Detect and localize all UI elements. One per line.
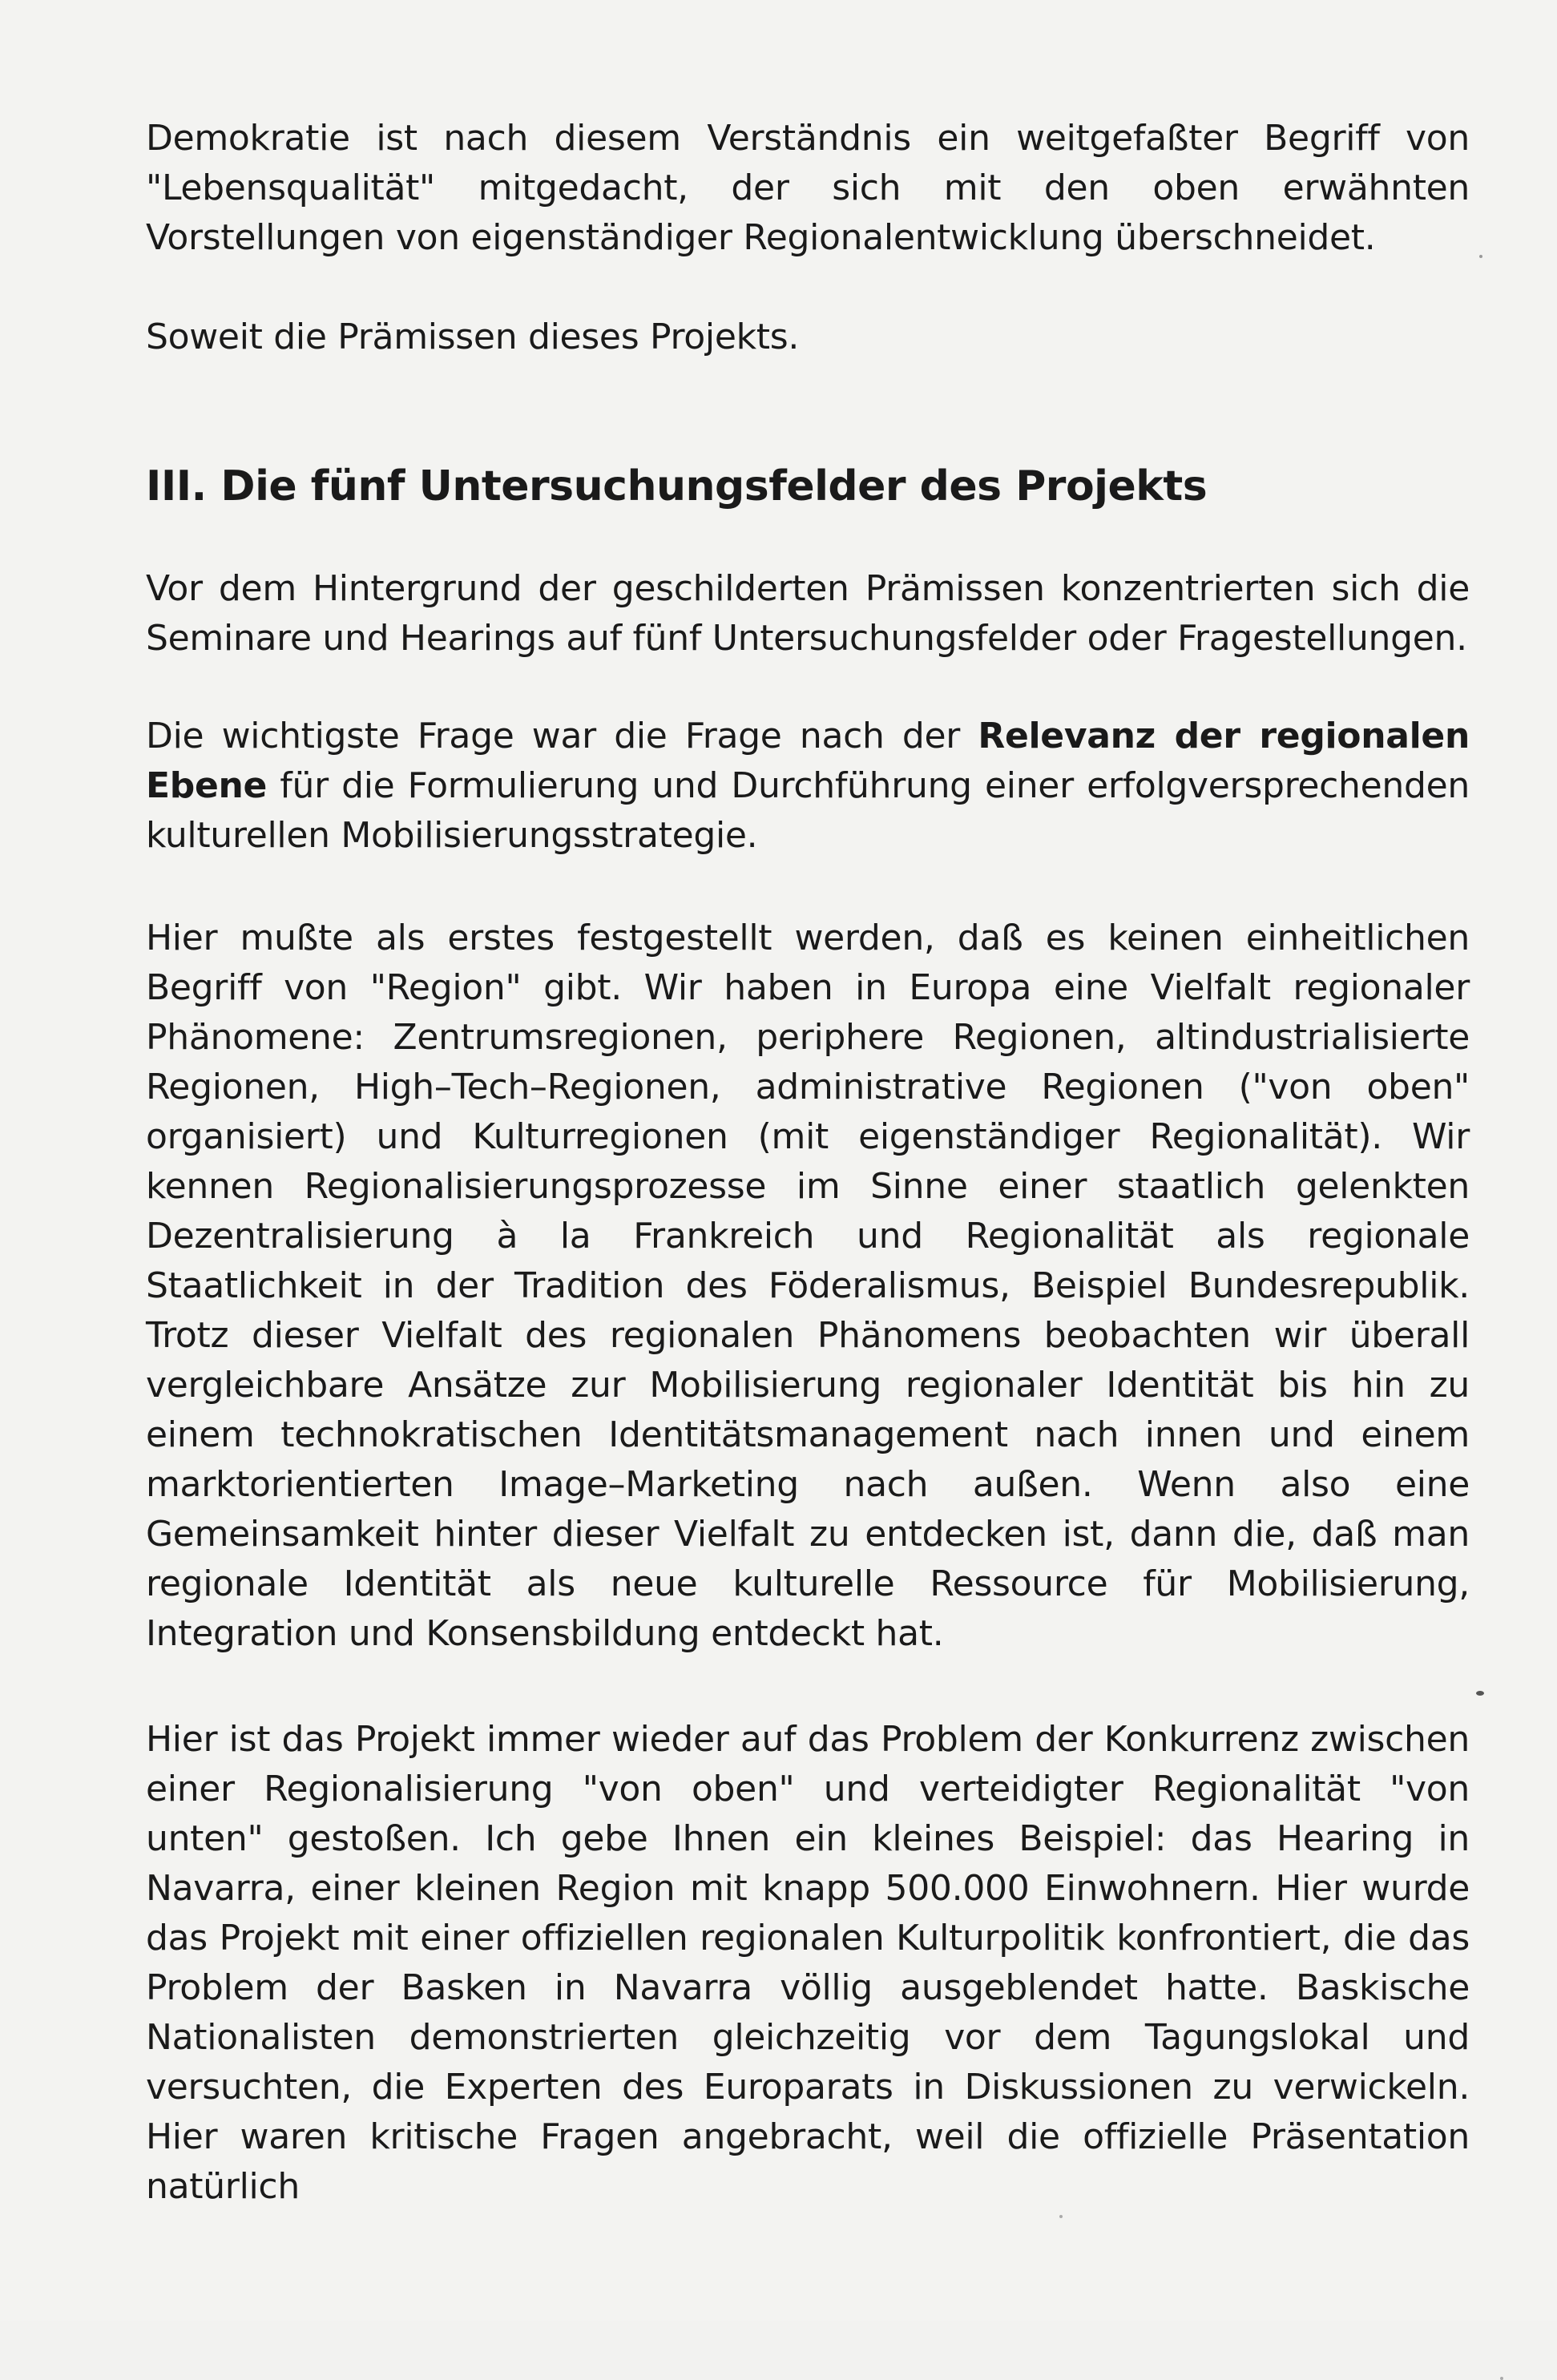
scan-speck	[1500, 2377, 1503, 2380]
paragraph-regional-level	[146, 712, 1470, 861]
paragraph-regional-level-end: für die Formulierung und Durchführung einer erfolgversprechenden kulturellen Mobilisierungsstrategie.	[146, 765, 1470, 856]
section-heading: III. Die fünf Untersuchungsfelder des Projekts	[146, 462, 1208, 510]
paragraph-regional-level-start: Die wichtigste Frage war die Frage nach der	[146, 716, 978, 756]
paragraph-background: Vor dem Hintergrund der geschilderten Prämissen konzentrierten sich die Seminare und Hearings auf fünf Untersuchungsfelder oder Fragestellungen.	[146, 568, 1470, 659]
scan-speck	[1479, 255, 1482, 258]
paragraph-regional-level-emphasis: Relevanz der regionalen Ebene	[146, 716, 1470, 806]
scan-speck	[1059, 2215, 1063, 2218]
scan-speck	[1476, 1691, 1484, 1696]
paragraph-region-concept: Hier mußte als erstes festgestellt werden, daß es keinen einheitlichen Begriff von "Region" gibt. Wir haben in Europa eine Vielfalt regionaler Phänomene: Zentrumsregionen, periphere Regionen, altindustrialisierte Regionen, High–Tech–Regionen, administrative Regionen ("von oben" organisiert) und Kulturregionen (mit eigenständiger Regionalität). Wir kennen Regionalisierungsprozesse im Sinne einer staatlich gelenkten Dezentralisierung à la Frankreich und Regionalität als regionale Staatlichkeit in der Tradition des Föderalismus, Beispiel Bundesrepublik. Trotz dieser Vielfalt des regionalen Phänomens beobachten wir überall vergleichbare Ansätze zur Mobilisierung regionaler Identität bis hin zu einem technokratischen Identitätsmanagement nach innen und einem marktorientierten Image–Marketing nach außen. Wenn also eine Gemeinsamkeit hinter dieser Vielfalt zu entdecken ist, dann die, daß man regionale Identität als neue kulturelle Ressource für Mobilisierung, Integration und Konsensbildung entdeckt hat.	[146, 918, 1470, 1654]
paragraph-premises: Soweit die Prämissen dieses Projekts.	[146, 317, 800, 357]
paragraph-navarra: Hier ist das Projekt immer wieder auf das Problem der Konkurrenz zwischen einer Regionalisierung "von oben" und verteidigter Regionalität "von unten" gestoßen. Ich gebe Ihnen ein kleines Beispiel: das Hearing in Navarra, einer kleinen Region mit knapp 500.000 Einwohnern. Hier wurde das Projekt mit einer offiziellen regionalen Kulturpolitik konfrontiert, die das Problem der Basken in Navarra völlig ausgeblendet hatte. Baskische Nationalisten demonstrierten gleichzeitig vor dem Tagungslokal und versuchten, die Experten des Europarats in Diskussionen zu verwickeln. Hier waren kritische Fragen angebracht, weil die offizielle Präsentation natürlich	[146, 1719, 1470, 2207]
paragraph-democracy: Demokratie ist nach diesem Verständnis ein weitgefaßter Begriff von "Lebensqualität" mitgedacht, der sich mit den oben erwähnten Vorstellungen von eigenständiger Regionalentwicklung überschneidet.	[146, 118, 1470, 258]
